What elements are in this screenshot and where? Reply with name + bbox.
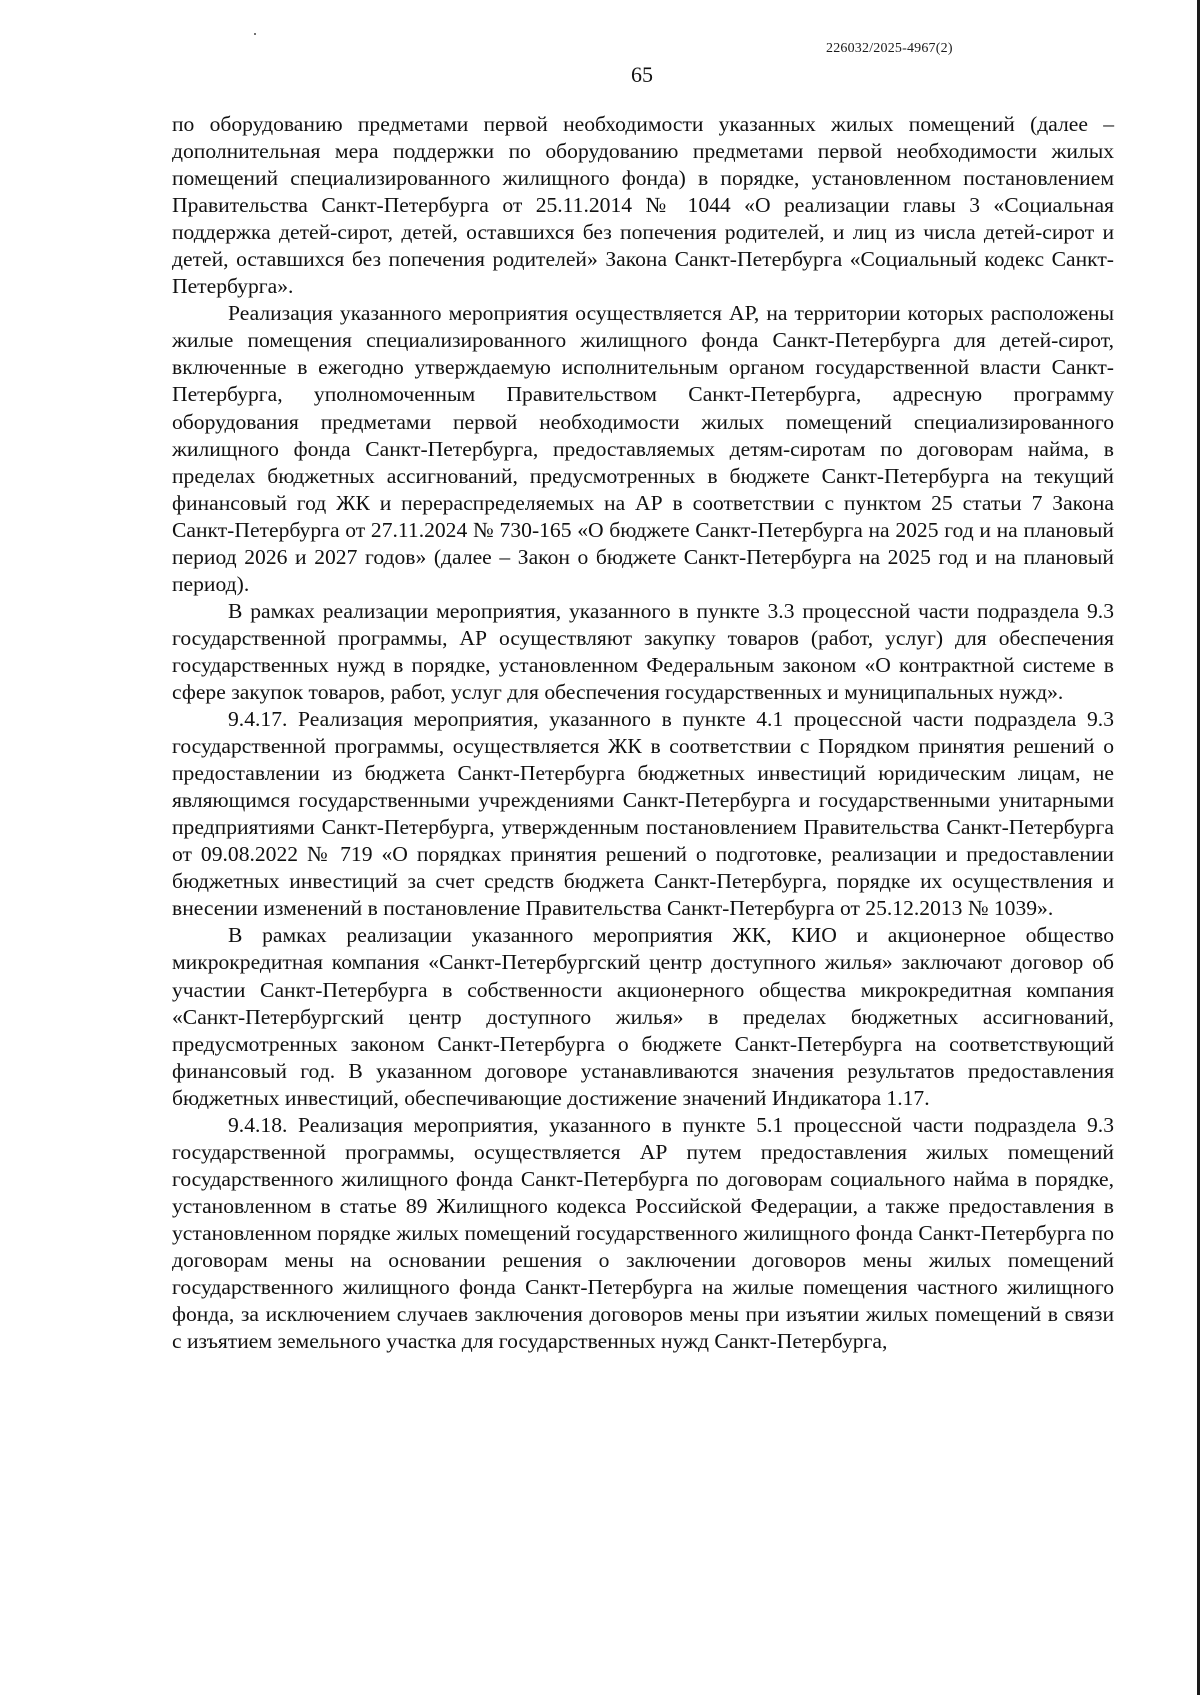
paragraph: 9.4.17. Реализация мероприятия, указанного в пункте 4.1 процессной части подраздела 9.3 государственной программы, осуществляется ЖК в соответствии с Порядком принятия решений о предоставлении из бюджета Санкт-Петербурга бюджетных инвестиций юридическим лицам, не являющимся государственными учреждениями Санкт-Петербурга и государственными унитарными предприятиями Санкт-Петербурга, утвержденным постановлением Правительства Санкт-Петербурга от 09.08.2022 № 719 «О порядках принятия решений о подготовке, реализации и предоставлении бюджетных инвестиций за счет средств бюджета Санкт-Петербурга, порядке их осуществления и внесении изменений в постановление Правительства Санкт-Петербурга от 25.12.2013 № 1039». [172,707,1114,921]
scan-speck [254,33,256,35]
paragraph: 9.4.18. Реализация мероприятия, указанного в пункте 5.1 процессной части подраздела 9.3 государственной программы, осуществляется АР путем предоставления жилых помещений государственного жилищного фонда Санкт-Петербурга по договорам социального найма в порядке, установленном в статье 89 Жилищного кодекса Российской Федерации, а также предоставления в установленном порядке жилых помещений государственного жилищного фонда Санкт-Петербурга по договорам мены на основании решения о заключении договоров мены жилых помещений государственного жилищного фонда Санкт-Петербурга на жилые помещения частного жилищного фонда, за исключением случаев заключения договоров мены при изъятии жилых помещений в связи с изъятием земельного участка для государственных нужд Санкт-Петербурга, [172,1112,1114,1354]
paragraph: В рамках реализации мероприятия, указанного в пункте 3.3 процессной части подраздела 9.3 государственной программы, АР осуществляют закупку товаров (работ, услуг) для обеспечения государственных нужд в порядке, установленном Федеральным законом «О контрактной системе в сфере закупок товаров, работ, услуг для обеспечения государственных и муниципальных нужд». [172,598,1114,704]
paragraph: по оборудованию предметами первой необходимости указанных жилых помещений (далее – дополнительная мера поддержки по оборудованию предметами первой необходимости жилых помещений специализированного жилищного фонда) в порядке, установленном постановлением Правительства Санкт-Петербурга от 25.11.2014 № 1044 «О реализации главы 3 «Социальная поддержка детей-сирот, детей, оставшихся без попечения родителей, и лиц из числа детей-сирот и детей, оставшихся без попечения родителей» Закона Санкт-Петербурга «Социальный кодекс Санкт-Петербурга». [172,112,1114,299]
paragraph: Реализация указанного мероприятия осуществляется АР, на территории которых расположены жилые помещения специализированного жилищного фонда Санкт-Петербурга для детей-сирот, включенные в ежегодно утверждаемую исполнительным органом государственной власти Санкт-Петербурга, уполномоченным Правительством Санкт-Петербурга, адресную программу оборудования предметами первой необходимости жилых помещений специализированного жилищного фонда Санкт-Петербурга, предоставляемых детям-сиротам по договорам найма, в пределах бюджетных ассигнований, предусмотренных в бюджете Санкт-Петербурга на текущий финансовый год ЖК и перераспределяемых на АР в соответствии с пунктом 25 статьи 7 Закона Санкт-Петербурга от 27.11.2024 № 730-165 «О бюджете Санкт-Петербурга на 2025 год и на плановый период 2026 и 2027 годов» (далее – Закон о бюджете Санкт-Петербурга на 2025 год и на плановый период). [172,301,1114,596]
page-number: 65 [631,62,653,87]
paragraph: В рамках реализации указанного мероприятия ЖК, КИО и акционерное общество микрокредитная компания «Санкт-Петербургский центр доступного жилья» заключают договор об участии Санкт-Петербурга в собственности акционерного общества микрокредитная компания «Санкт-Петербургский центр доступного жилья» в пределах бюджетных ассигнований, предусмотренных законом Санкт-Петербурга о бюджете Санкт-Петербурга на соответствующий финансовый год. В указанном договоре устанавливаются значения результатов предоставления бюджетных инвестиций, обеспечивающие достижение значений Индикатора 1.17. [172,923,1114,1110]
document-body [172,111,1114,1355]
document-registration-number: 226032/2025-4967(2) [826,41,953,56]
